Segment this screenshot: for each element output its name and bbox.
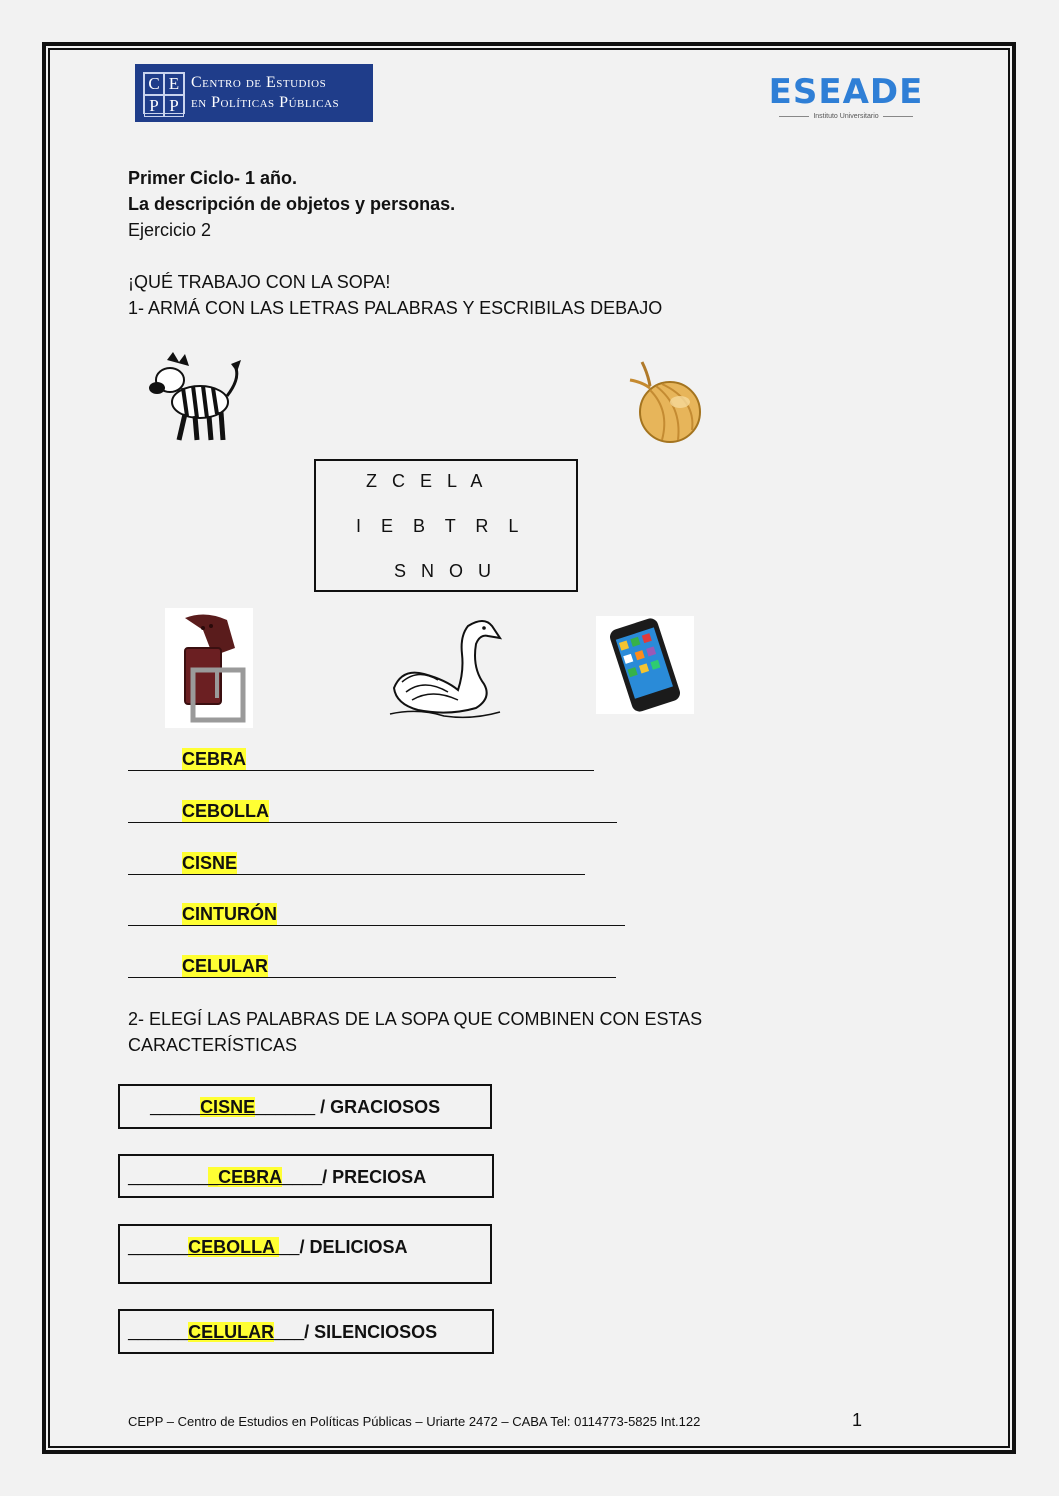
answer-word: CEBOLLA [182, 801, 269, 821]
intro-topic: La descripción de objetos y personas. [128, 194, 456, 214]
pair-line [128, 1234, 407, 1260]
eseade-logo-name: ESEADE [768, 72, 924, 112]
pair-separator: / [304, 1322, 315, 1342]
blank-line [268, 955, 616, 978]
section2-instruction-line1: 2- ELEGÍ LAS PALABRAS DE LA SOPA QUE COMBINEN CON ESTAS [128, 1009, 703, 1029]
cepp-letter: P [164, 95, 184, 117]
belt-image [165, 608, 253, 728]
cepp-logo-mark [143, 72, 185, 114]
answer-word: CEBRA [182, 749, 247, 769]
pair-word: _CEBRA [208, 1167, 283, 1187]
cepp-logo-text [191, 73, 339, 113]
letter-soup-box [314, 459, 578, 592]
cepp-logo-line1: Centro de Estudios [191, 74, 327, 91]
cepp-logo [135, 64, 373, 122]
blank-line [246, 748, 594, 771]
answer-word: CISNE [182, 853, 238, 873]
blank-line: ___ [274, 1322, 305, 1342]
pair-separator: / [299, 1237, 310, 1257]
blank-line [277, 903, 625, 926]
pair-separator: / [315, 1097, 331, 1117]
cellphone-image [596, 616, 694, 714]
blank-line: ______ [128, 1322, 189, 1342]
blank-line: ____ [282, 1167, 323, 1187]
pair-line [128, 1319, 437, 1345]
divider [883, 116, 913, 117]
pair-separator: / [322, 1167, 333, 1187]
intro-exercise: Ejercicio 2 [128, 220, 212, 240]
blank-line [128, 748, 182, 771]
section1-title: ¡QUÉ TRABAJO CON LA SOPA! [128, 272, 391, 292]
pair-adjective: GRACIOSOS [330, 1097, 441, 1117]
letter-row-2: I E B T R L [356, 516, 519, 536]
pair-box [118, 1154, 494, 1198]
intro-cycle: Primer Ciclo- 1 año. [128, 168, 298, 188]
answer-line [128, 902, 625, 926]
pair-word: CISNE [200, 1097, 256, 1117]
answer-line [128, 851, 585, 875]
blank-line: ________ [128, 1167, 209, 1187]
letter-row-1: Z C E L A [366, 471, 483, 491]
eseade-logo-subtitle: Instituto Universitario [813, 113, 879, 120]
blank-line [128, 852, 182, 875]
blank-line: __ [279, 1237, 300, 1257]
eseade-logo [766, 72, 926, 122]
cepp-letter: C [144, 73, 164, 95]
zebra-image [145, 350, 245, 445]
answer-word: CINTURÓN [182, 904, 277, 924]
cepp-letter: P [144, 95, 164, 117]
section2-instruction-line2: CARACTERÍSTICAS [128, 1035, 298, 1055]
pair-adjective: DELICIOSA [309, 1237, 408, 1257]
eseade-logo-subtitle-row [766, 113, 926, 120]
onion-image [620, 360, 706, 446]
pair-line [150, 1094, 440, 1120]
letter-row-3: S N O U [394, 561, 492, 581]
blank-line: ______ [255, 1097, 316, 1117]
divider [779, 116, 809, 117]
answer-line [128, 747, 594, 771]
pair-box [118, 1224, 492, 1284]
pair-word: CELULAR [188, 1322, 275, 1342]
swan-image [388, 612, 502, 722]
cepp-logo-line2: en Políticas Públicas [191, 94, 340, 111]
blank-line [128, 903, 182, 926]
pair-box [118, 1084, 492, 1129]
blank-line: ______ [128, 1237, 189, 1257]
pair-adjective: PRECIOSA [332, 1167, 427, 1187]
page-number: 1 [852, 1410, 863, 1430]
blank-line: _____ [150, 1097, 201, 1117]
pair-word: CEBOLLA [188, 1237, 280, 1257]
answer-line [128, 954, 616, 978]
blank-line [237, 852, 585, 875]
cepp-letter: E [164, 73, 184, 95]
answer-line [128, 799, 617, 823]
blank-line [269, 800, 617, 823]
pair-box [118, 1309, 494, 1354]
blank-line [128, 800, 182, 823]
pair-line [128, 1164, 426, 1190]
pair-adjective: SILENCIOSOS [314, 1322, 438, 1342]
answer-word: CELULAR [182, 956, 268, 976]
section1-instruction: 1- ARMÁ CON LAS LETRAS PALABRAS Y ESCRIBILAS DEBAJO [128, 298, 663, 318]
blank-line [128, 955, 182, 978]
footer-text: CEPP – Centro de Estudios en Políticas Públicas – Uriarte 2472 – CABA Tel: 0114773-5825 Int.122 [128, 1414, 701, 1429]
